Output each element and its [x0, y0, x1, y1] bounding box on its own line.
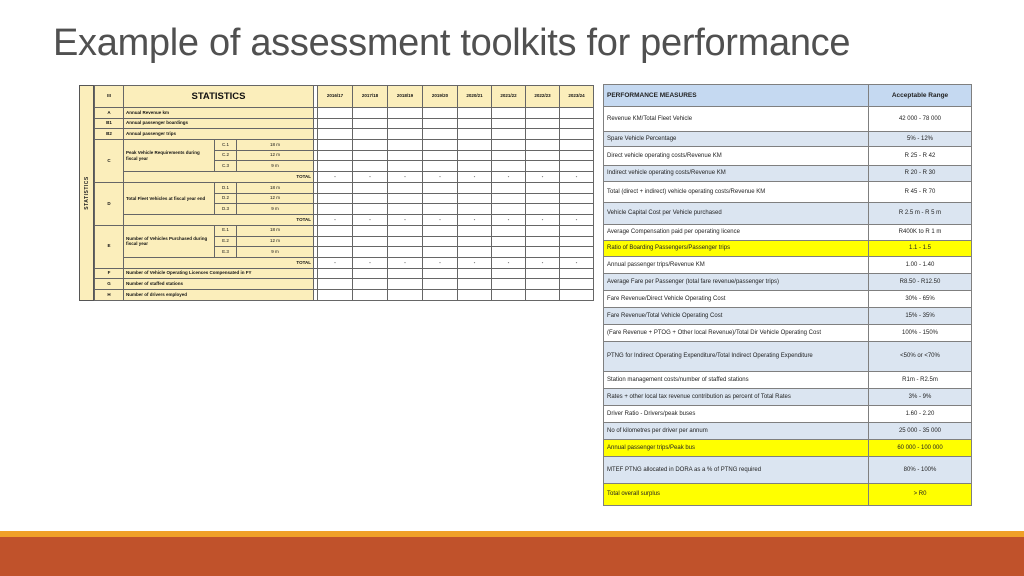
acceptable-range: R 25 - R 42: [869, 147, 972, 166]
year-value-cell: [388, 268, 423, 279]
year-value-cell: [560, 225, 594, 236]
total-dash-cell: -: [353, 215, 388, 226]
year-value-cell: [353, 279, 388, 290]
year-value-cell: [492, 279, 526, 290]
total-dash-cell: -: [458, 215, 492, 226]
year-header: 2020/21: [458, 86, 492, 108]
performance-measure: (Fare Revenue + PTOG + Other local Revenue)/Total Dir Vehicle Operating Cost: [604, 325, 869, 342]
year-value-cell: [492, 150, 526, 161]
performance-measure: Total (direct + indirect) vehicle operating costs/Revenue KM: [604, 182, 869, 203]
row-code: C: [95, 140, 124, 183]
acceptable-range: R8.50 - R12.50: [869, 274, 972, 291]
row-label: Number of drivers employed: [124, 290, 314, 301]
year-value-cell: [318, 118, 353, 129]
performance-row: [604, 182, 972, 203]
year-value-cell: [388, 193, 423, 204]
total-dash-cell: -: [353, 257, 388, 268]
performance-row: [604, 406, 972, 423]
sub-code: E.1: [215, 225, 237, 236]
acceptable-range: R 20 - R 30: [869, 166, 972, 182]
acceptable-range: 15% - 35%: [869, 308, 972, 325]
year-value-cell: [388, 140, 423, 151]
year-value-cell: [423, 107, 458, 118]
year-value-cell: [318, 161, 353, 172]
year-value-cell: [526, 204, 560, 215]
acceptable-range: <50% or <70%: [869, 342, 972, 372]
performance-row: [604, 225, 972, 241]
year-value-cell: [492, 182, 526, 193]
year-value-cell: [492, 247, 526, 258]
year-value-cell: [423, 140, 458, 151]
acceptable-range: 1.00 - 1.40: [869, 257, 972, 274]
total-dash-cell: -: [560, 257, 594, 268]
performance-row: [604, 291, 972, 308]
year-value-cell: [560, 204, 594, 215]
year-header: 2019/20: [423, 86, 458, 108]
row-code: G: [95, 279, 124, 290]
year-value-cell: [388, 129, 423, 140]
performance-row: [604, 423, 972, 440]
sub-code: C.1: [215, 140, 237, 151]
year-value-cell: [318, 150, 353, 161]
performance-row: [604, 457, 972, 484]
statistics-title: [124, 86, 314, 108]
year-value-cell: [318, 193, 353, 204]
performance-measure: Total overall surplus: [604, 484, 869, 506]
performance-row: [604, 203, 972, 225]
year-value-cell: [353, 247, 388, 258]
year-value-cell: [458, 236, 492, 247]
vehicle-size: 12 m: [237, 150, 314, 161]
performance-row: [604, 484, 972, 506]
acceptable-range: 25 000 - 35 000: [869, 423, 972, 440]
row-label: Number of staffed stations: [124, 279, 314, 290]
year-value-cell: [560, 161, 594, 172]
performance-measures-table: [603, 84, 972, 506]
year-value-cell: [388, 236, 423, 247]
year-value-cell: [458, 247, 492, 258]
year-value-cell: [458, 204, 492, 215]
vehicle-size: 18 m: [237, 182, 314, 193]
acceptable-range: R400K to R 1 m: [869, 225, 972, 241]
total-dash-cell: -: [560, 172, 594, 183]
acceptable-range-header: Acceptable Range: [869, 85, 972, 107]
year-value-cell: [388, 247, 423, 258]
year-value-cell: [526, 140, 560, 151]
total-label: TOTAL: [124, 257, 314, 268]
year-value-cell: [353, 182, 388, 193]
sub-code: D.3: [215, 204, 237, 215]
total-dash-cell: -: [526, 215, 560, 226]
year-value-cell: [353, 118, 388, 129]
performance-measure: Annual passenger trips/Peak bus: [604, 440, 869, 457]
total-dash-cell: -: [353, 172, 388, 183]
row-code: E: [95, 225, 124, 268]
total-dash-cell: -: [560, 215, 594, 226]
year-value-cell: [353, 193, 388, 204]
year-value-cell: [560, 150, 594, 161]
vehicle-size: 18 m: [237, 225, 314, 236]
acceptable-range: 3% - 9%: [869, 389, 972, 406]
performance-row: [604, 389, 972, 406]
statistics-row-d-1: [95, 182, 594, 193]
sub-code: E.3: [215, 247, 237, 258]
performance-measure: Annual passenger trips/Revenue KM: [604, 257, 869, 274]
year-value-cell: [458, 150, 492, 161]
sub-code: E.2: [215, 236, 237, 247]
year-value-cell: [560, 118, 594, 129]
statistics-table: [94, 85, 594, 301]
total-dash-cell: -: [526, 257, 560, 268]
total-dash-cell: -: [388, 215, 423, 226]
year-value-cell: [492, 236, 526, 247]
performance-row: [604, 372, 972, 389]
year-value-cell: [560, 193, 594, 204]
year-header: 2021/22: [492, 86, 526, 108]
performance-measures-header: PERFORMANCE MEASURES: [604, 85, 869, 107]
total-dash-cell: -: [492, 257, 526, 268]
statistics-row-g: [95, 279, 594, 290]
year-value-cell: [423, 161, 458, 172]
acceptable-range: R 2.5 m - R 5 m: [869, 203, 972, 225]
year-value-cell: [353, 290, 388, 301]
acceptable-range: 80% - 100%: [869, 457, 972, 484]
performance-row: [604, 308, 972, 325]
performance-measure: Driver Ratio - Drivers/peak buses: [604, 406, 869, 423]
row-code: B2: [95, 129, 124, 140]
year-value-cell: [526, 236, 560, 247]
year-value-cell: [458, 290, 492, 301]
year-value-cell: [388, 279, 423, 290]
statistics-total-row-e: [95, 257, 594, 268]
acceptable-range: 100% - 150%: [869, 325, 972, 342]
year-value-cell: [492, 107, 526, 118]
year-value-cell: [423, 290, 458, 301]
acceptable-range: 5% - 12%: [869, 132, 972, 147]
total-dash-cell: -: [458, 172, 492, 183]
year-value-cell: [423, 193, 458, 204]
total-dash-cell: -: [423, 172, 458, 183]
acceptable-range: 42 000 - 78 000: [869, 107, 972, 132]
performance-measure: Indirect vehicle operating costs/Revenue KM: [604, 166, 869, 182]
row-label: Number of Vehicle Operating Licences Compensated in FY: [124, 268, 314, 279]
performance-row: [604, 257, 972, 274]
performance-row: [604, 274, 972, 291]
performance-measure: No of kilometres per driver per annum: [604, 423, 869, 440]
statistics-row-h: [95, 290, 594, 301]
total-dash-cell: -: [458, 257, 492, 268]
statistics-title-text: STATISTICS: [191, 90, 246, 102]
vehicle-size: 9 m: [237, 204, 314, 215]
total-dash-cell: -: [526, 172, 560, 183]
sub-code: C.2: [215, 150, 237, 161]
total-dash-cell: -: [423, 257, 458, 268]
year-value-cell: [458, 182, 492, 193]
row-label: Annual Revenue km: [124, 107, 314, 118]
year-value-cell: [353, 268, 388, 279]
bottom-accent-bar: [0, 537, 1024, 576]
year-value-cell: [526, 107, 560, 118]
performance-measure: Revenue KM/Total Fleet Vehicle: [604, 107, 869, 132]
year-value-cell: [423, 225, 458, 236]
row-code: F: [95, 268, 124, 279]
year-value-cell: [560, 279, 594, 290]
year-value-cell: [526, 182, 560, 193]
corner-cell: III: [95, 86, 124, 108]
performance-row: [604, 107, 972, 132]
year-value-cell: [353, 236, 388, 247]
acceptable-range: 30% - 65%: [869, 291, 972, 308]
year-value-cell: [423, 279, 458, 290]
year-value-cell: [492, 225, 526, 236]
year-value-cell: [560, 140, 594, 151]
year-value-cell: [458, 107, 492, 118]
year-value-cell: [526, 279, 560, 290]
year-value-cell: [423, 182, 458, 193]
performance-row: [604, 440, 972, 457]
year-value-cell: [458, 193, 492, 204]
year-value-cell: [318, 204, 353, 215]
year-value-cell: [423, 118, 458, 129]
year-value-cell: [353, 107, 388, 118]
performance-row: [604, 132, 972, 147]
year-value-cell: [388, 182, 423, 193]
total-label: TOTAL: [124, 215, 314, 226]
statistics-row-a: [95, 107, 594, 118]
performance-measure: PTNG for Indirect Operating Expenditure/Total Indirect Operating Expenditure: [604, 342, 869, 372]
statistics-total-row-c: [95, 172, 594, 183]
total-label: TOTAL: [124, 172, 314, 183]
total-dash-cell: -: [388, 257, 423, 268]
year-value-cell: [492, 118, 526, 129]
year-value-cell: [423, 268, 458, 279]
statistics-row-f: [95, 268, 594, 279]
year-value-cell: [318, 129, 353, 140]
performance-row: [604, 147, 972, 166]
year-value-cell: [318, 140, 353, 151]
year-value-cell: [423, 204, 458, 215]
year-value-cell: [560, 247, 594, 258]
year-value-cell: [318, 247, 353, 258]
total-dash-cell: -: [318, 172, 353, 183]
year-value-cell: [492, 129, 526, 140]
row-code: A: [95, 107, 124, 118]
year-value-cell: [423, 129, 458, 140]
year-value-cell: [353, 129, 388, 140]
year-value-cell: [353, 150, 388, 161]
year-value-cell: [388, 225, 423, 236]
row-label: Annual passenger trips: [124, 129, 314, 140]
row-label: Peak Vehicle Requirements during fiscal year: [124, 140, 215, 172]
year-value-cell: [388, 290, 423, 301]
year-value-cell: [318, 290, 353, 301]
total-dash-cell: -: [423, 215, 458, 226]
year-value-cell: [388, 204, 423, 215]
year-value-cell: [492, 193, 526, 204]
performance-measure: Average Compensation paid per operating licence: [604, 225, 869, 241]
statistics-row-b1: [95, 118, 594, 129]
year-value-cell: [560, 182, 594, 193]
year-value-cell: [388, 161, 423, 172]
statistics-row-c-1: [95, 140, 594, 151]
sub-code: C.3: [215, 161, 237, 172]
total-dash-cell: -: [388, 172, 423, 183]
performance-measure: Fare Revenue/Total Vehicle Operating Cost: [604, 308, 869, 325]
row-label: Annual passenger boardings: [124, 118, 314, 129]
total-dash-cell: -: [318, 257, 353, 268]
year-value-cell: [458, 129, 492, 140]
statistics-row-e-1: [95, 225, 594, 236]
year-value-cell: [318, 182, 353, 193]
total-dash-cell: -: [492, 215, 526, 226]
performance-measure: Spare Vehicle Percentage: [604, 132, 869, 147]
year-value-cell: [492, 268, 526, 279]
year-value-cell: [526, 247, 560, 258]
vehicle-size: 12 m: [237, 193, 314, 204]
performance-row: [604, 166, 972, 182]
statistics-header-row: [95, 86, 594, 108]
vehicle-size: 9 m: [237, 161, 314, 172]
year-value-cell: [526, 118, 560, 129]
performance-measure: Ratio of Boarding Passengers/Passenger trips: [604, 241, 869, 257]
year-value-cell: [526, 193, 560, 204]
year-value-cell: [318, 236, 353, 247]
year-value-cell: [560, 107, 594, 118]
statistics-side-label: [79, 85, 94, 301]
year-value-cell: [423, 150, 458, 161]
performance-row: [604, 241, 972, 257]
year-value-cell: [492, 161, 526, 172]
statistics-row-b2: [95, 129, 594, 140]
slide-title: Example of assessment toolkits for performance: [53, 22, 851, 64]
year-value-cell: [526, 290, 560, 301]
year-value-cell: [492, 140, 526, 151]
year-value-cell: [458, 140, 492, 151]
acceptable-range: 60 000 - 100 000: [869, 440, 972, 457]
statistics-side-text: STATISTICS: [83, 176, 90, 210]
year-value-cell: [458, 118, 492, 129]
year-value-cell: [526, 268, 560, 279]
row-label: Number of Vehicles Purchased during fiscal year: [124, 225, 215, 257]
vehicle-size: 12 m: [237, 236, 314, 247]
year-value-cell: [526, 225, 560, 236]
performance-measure: Vehicle Capital Cost per Vehicle purchased: [604, 203, 869, 225]
year-value-cell: [353, 225, 388, 236]
performance-measure: Direct vehicle operating costs/Revenue KM: [604, 147, 869, 166]
total-dash-cell: -: [492, 172, 526, 183]
year-value-cell: [560, 129, 594, 140]
performance-row: [604, 342, 972, 372]
performance-row: [604, 325, 972, 342]
year-header: 2023/24: [560, 86, 594, 108]
sub-code: D.1: [215, 182, 237, 193]
row-code: B1: [95, 118, 124, 129]
row-code: D: [95, 182, 124, 225]
row-label: Total Fleet Vehicles at fiscal year end: [124, 182, 215, 214]
year-value-cell: [560, 236, 594, 247]
performance-measure: MTEF PTNG allocated in DORA as a % of PTNG required: [604, 457, 869, 484]
vehicle-size: 9 m: [237, 247, 314, 258]
year-value-cell: [492, 204, 526, 215]
year-value-cell: [318, 279, 353, 290]
performance-measure: Fare Revenue/Direct Vehicle Operating Cost: [604, 291, 869, 308]
acceptable-range: > R0: [869, 484, 972, 506]
year-header: 2022/23: [526, 86, 560, 108]
year-value-cell: [423, 236, 458, 247]
statistics-total-row-d: [95, 215, 594, 226]
year-value-cell: [353, 161, 388, 172]
year-value-cell: [388, 150, 423, 161]
year-header: 2016/17: [318, 86, 353, 108]
year-value-cell: [526, 161, 560, 172]
year-value-cell: [318, 268, 353, 279]
performance-header-row: [604, 85, 972, 107]
vehicle-size: 18 m: [237, 140, 314, 151]
acceptable-range: 1.1 - 1.5: [869, 241, 972, 257]
year-header: 2017/18: [353, 86, 388, 108]
performance-measure: Average Fare per Passenger (total fare revenue/passenger trips): [604, 274, 869, 291]
year-value-cell: [458, 279, 492, 290]
sub-code: D.2: [215, 193, 237, 204]
year-value-cell: [560, 268, 594, 279]
year-value-cell: [526, 129, 560, 140]
acceptable-range: 1.60 - 2.20: [869, 406, 972, 423]
year-value-cell: [318, 107, 353, 118]
year-value-cell: [423, 247, 458, 258]
year-header: 2018/19: [388, 86, 423, 108]
row-code: H: [95, 290, 124, 301]
year-value-cell: [458, 268, 492, 279]
year-value-cell: [560, 290, 594, 301]
year-value-cell: [353, 204, 388, 215]
acceptable-range: R1m - R2.5m: [869, 372, 972, 389]
year-value-cell: [353, 140, 388, 151]
year-value-cell: [458, 225, 492, 236]
statistics-table-container: [79, 85, 593, 301]
acceptable-range: R 45 - R 70: [869, 182, 972, 203]
year-value-cell: [388, 118, 423, 129]
year-value-cell: [388, 107, 423, 118]
year-value-cell: [458, 161, 492, 172]
year-value-cell: [318, 225, 353, 236]
performance-measure: Rates + other local tax revenue contribution as percent of Total Rates: [604, 389, 869, 406]
total-dash-cell: -: [318, 215, 353, 226]
year-value-cell: [492, 290, 526, 301]
year-value-cell: [526, 150, 560, 161]
performance-measure: Station management costs/number of staffed stations: [604, 372, 869, 389]
